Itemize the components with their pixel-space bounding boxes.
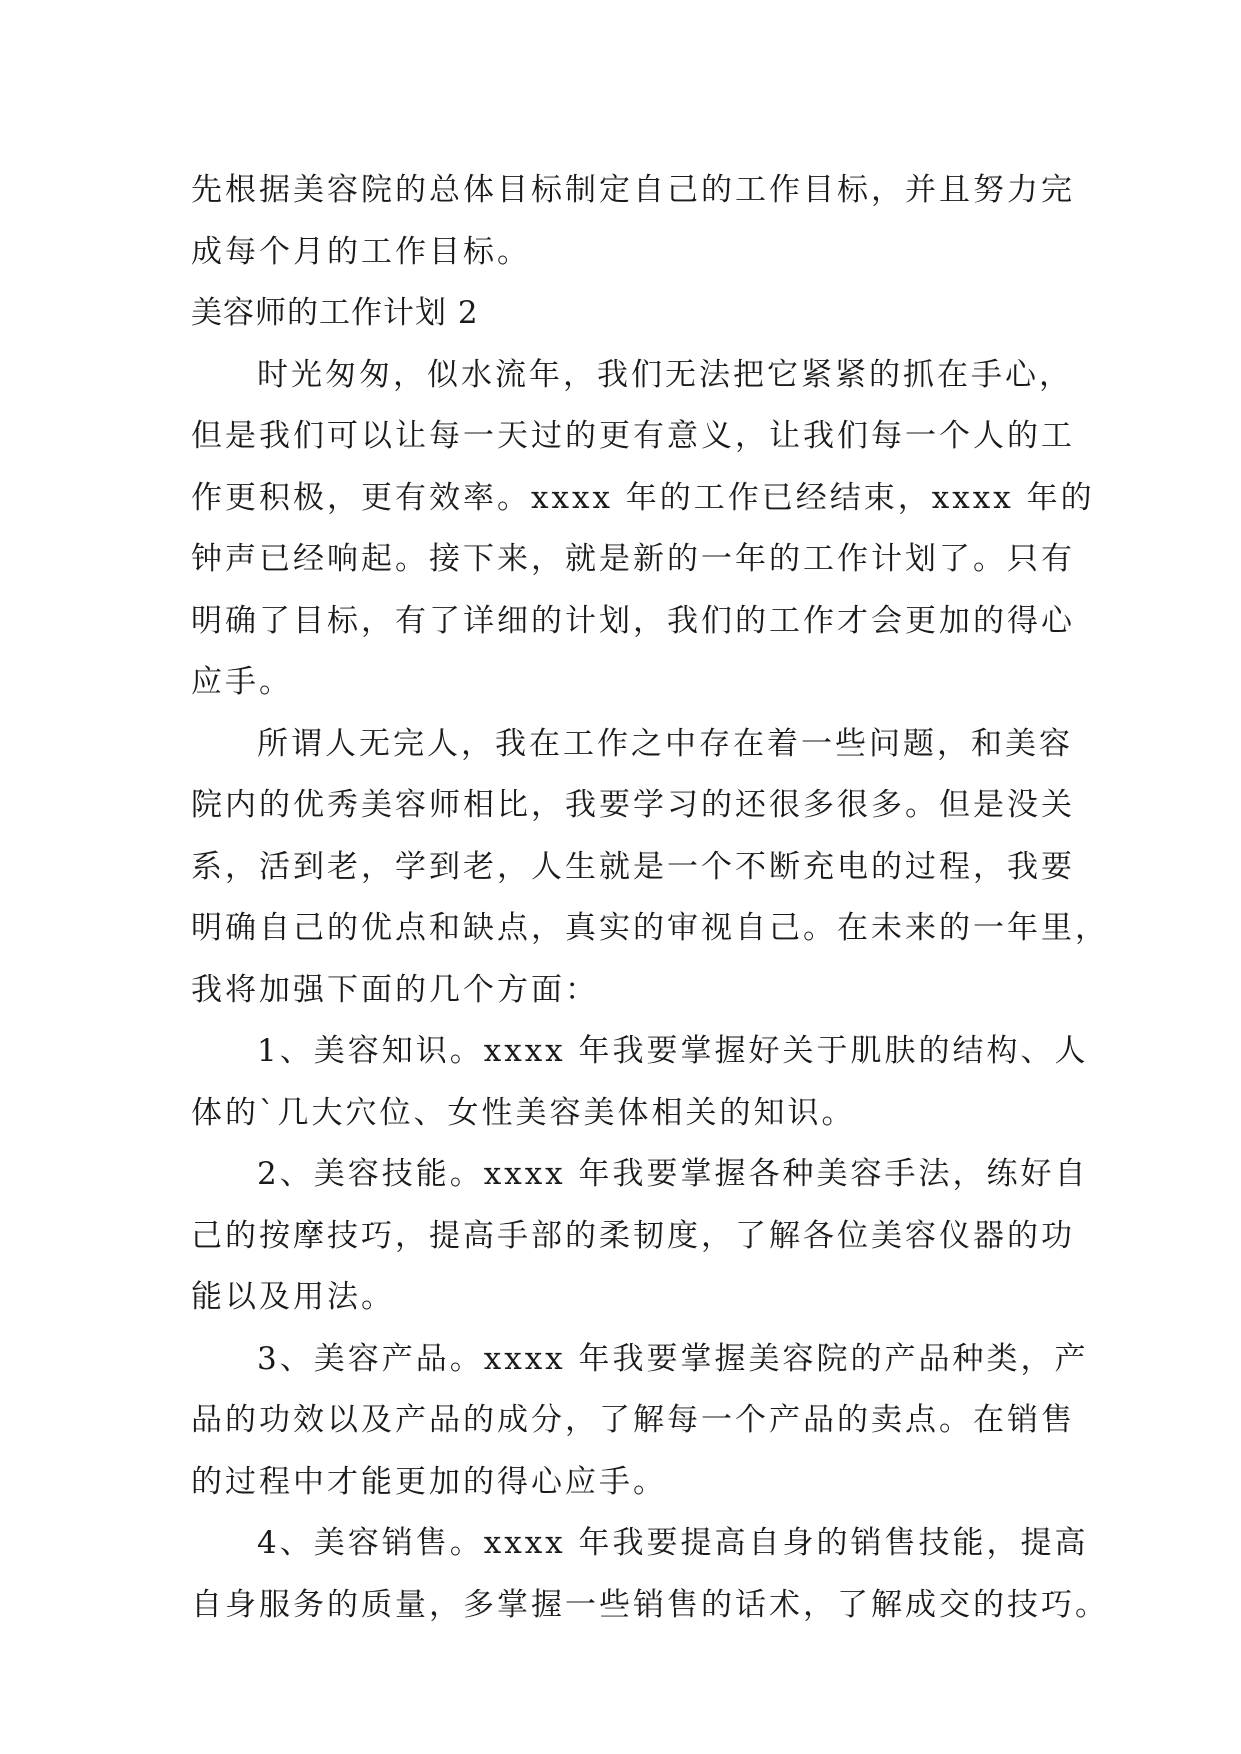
section-heading: 美容师的工作计划 2 <box>191 295 479 331</box>
list-item-first-line: 1、美容知识。xxxx 年我要掌握好关于肌肤的结构、人 <box>257 1033 1089 1069</box>
text-line: 体的`几大穴位、女性美容美体相关的知识。 <box>191 1094 856 1131</box>
text-line: 能以及用法。 <box>191 1279 395 1315</box>
text-line: 明确了目标，有了详细的计划，我们的工作才会更加的得心 <box>191 602 1075 639</box>
document-body <box>191 160 1109 1636</box>
text-line: 明确自己的优点和缺点，真实的审视自己。在未来的一年里， <box>191 910 1109 946</box>
paragraph-first-line: 时光匆匆，似水流年，我们无法把它紧紧的抓在手心， <box>257 356 1073 393</box>
text-line: 系，活到老，学到老，人生就是一个不断充电的过程，我要 <box>191 848 1075 885</box>
list-item-first-line: 2、美容技能。xxxx 年我要掌握各种美容手法，练好自 <box>257 1156 1089 1192</box>
text-line: 应手。 <box>191 664 293 700</box>
text-line: 的过程中才能更加的得心应手。 <box>191 1463 667 1500</box>
text-line: 我将加强下面的几个方面： <box>191 971 599 1008</box>
text-line: 先根据美容院的总体目标制定自己的工作目标，并且努力完 <box>191 172 1075 208</box>
text-line: 己的按摩技巧，提高手部的柔韧度，了解各位美容仪器的功 <box>191 1217 1075 1254</box>
text-line: 自身服务的质量，多掌握一些销售的话术，了解成交的技巧。 <box>191 1586 1109 1623</box>
text-line: 成每个月的工作目标。 <box>191 233 531 270</box>
text-line: 作更积极，更有效率。xxxx 年的工作已经结束，xxxx 年的 <box>191 479 1095 516</box>
paragraph-first-line: 所谓人无完人，我在工作之中存在着一些问题，和美容 <box>257 725 1073 762</box>
list-item-first-line: 4、美容销售。xxxx 年我要提高自身的销售技能，提高 <box>257 1525 1089 1561</box>
list-item-first-line: 3、美容产品。xxxx 年我要掌握美容院的产品种类，产 <box>257 1340 1089 1377</box>
text-line: 院内的优秀美容师相比，我要学习的还很多很多。但是没关 <box>191 787 1075 823</box>
text-line: 品的功效以及产品的成分，了解每一个产品的卖点。在销售 <box>191 1402 1075 1438</box>
text-line: 但是我们可以让每一天过的更有意义，让我们每一个人的工 <box>191 418 1075 454</box>
text-line: 钟声已经响起。接下来，就是新的一年的工作计划了。只有 <box>191 541 1075 577</box>
